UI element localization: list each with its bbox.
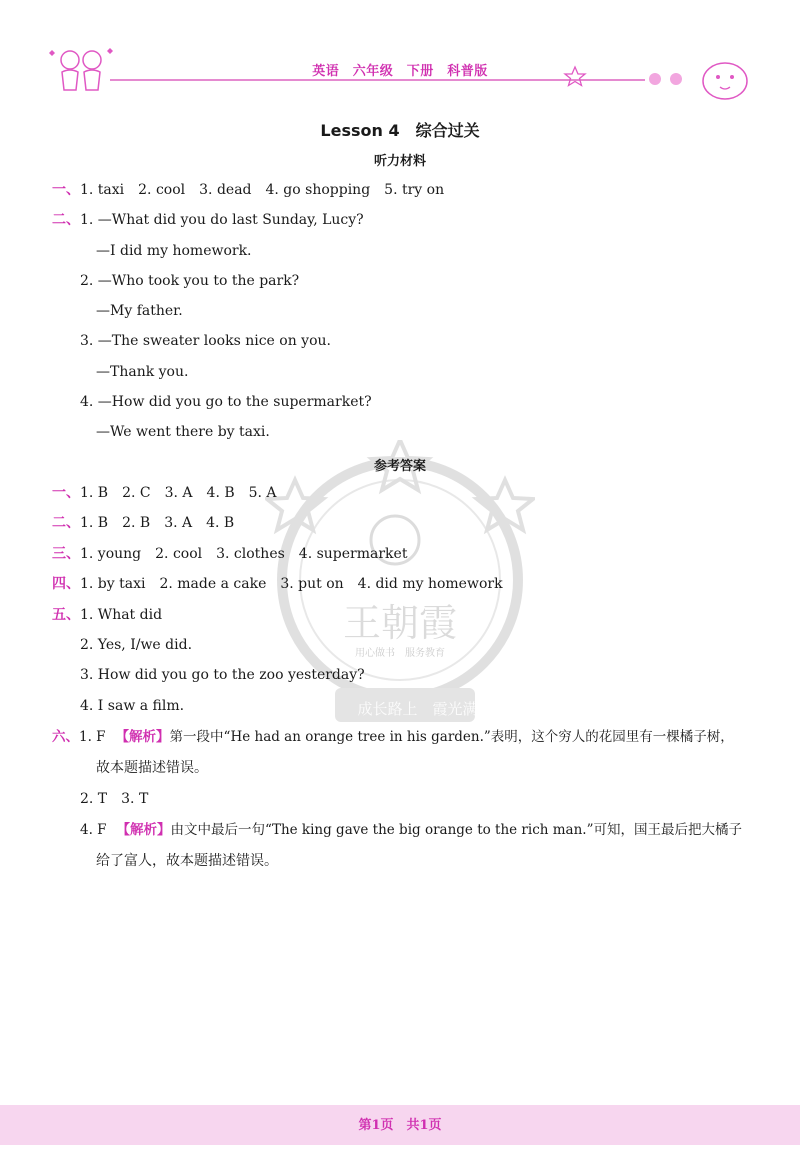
dialogue-line: 2. —Who took you to the park? [80,273,300,289]
item-text: 1. F [79,729,106,745]
answer-item-6 [52,727,734,747]
item-text: 1. taxi 2. cool 3. dead 4. go shopping 5. try on [80,182,445,198]
answer-line: 2. T 3. T [80,791,149,807]
item-text: 1. —What did you do last Sunday, Lucy? [80,212,364,228]
section-number: 一、 [52,182,80,198]
answer-item-6-4 [80,820,742,840]
item-text: 1. B 2. B 3. A 4. B [80,515,235,531]
listening-item-1 [52,180,444,200]
listening-heading: 听力材料 [373,154,426,169]
analysis-tag: 【解析】 [115,729,170,745]
header-title: 英语 六年级 下册 科普版 [312,64,488,79]
answer-line: 4. I saw a film. [80,698,185,714]
section-number: 六、 [52,729,79,745]
section-number: 一、 [52,485,80,501]
dialogue-line: —Thank you. [96,364,189,380]
analysis-continuation: 给了富人，故本题描述错误。 [96,853,278,869]
section-number: 二、 [52,212,80,228]
section-number: 三、 [52,546,80,562]
answer-item-5 [52,605,162,625]
answer-item-4 [52,574,503,594]
analysis-tag: 【解析】 [116,822,171,838]
watermark-slogan-2: 成长路上 霞光满天 [357,700,493,718]
page-number: 第1页 共1页 [358,1118,442,1133]
answer-item-2 [52,513,234,533]
watermark-slogan-1: 用心做书 服务教育 [355,648,445,659]
dialogue-line: —I did my homework. [96,243,252,259]
item-text: 1. by taxi 2. made a cake 3. put on 4. did my homework [80,576,503,592]
answer-line: 3. How did you go to the zoo yesterday? [80,667,365,683]
analysis-continuation: 故本题描述错误。 [96,760,208,776]
star-dots-chick-icon [560,55,760,105]
section-number: 五、 [52,607,80,623]
item-text: 4. F [80,822,107,838]
item-text: 1. What did [80,607,163,623]
section-number: 四、 [52,576,80,592]
analysis-text: 第一段中“He had an orange tree in his garden.”表明，这个穷人的花园里有一棵橘子树， [169,729,734,745]
dialogue-line: —My father. [96,303,183,319]
dialogue-line: —We went there by taxi. [96,424,270,440]
answers-heading: 参考答案 [373,459,426,474]
answer-line: 2. Yes, I/we did. [80,637,193,653]
answer-item-1 [52,483,277,503]
item-text: 1. B 2. C 3. A 4. B 5. A [80,485,277,501]
section-number: 二、 [52,515,80,531]
listening-item-2 [52,210,364,230]
analysis-text: 由文中最后一句“The king gave the big orange to the rich man.”可知，国王最后把大橘子 [170,822,742,838]
item-text: 1. young 2. cool 3. clothes 4. supermarket [80,546,408,562]
dialogue-line: 4. —How did you go to the supermarket? [80,394,372,410]
cartoon-kids-icon [48,40,118,100]
page-title: Lesson 4 综合过关 [320,121,480,140]
answer-item-3 [52,544,407,564]
dialogue-line: 3. —The sweater looks nice on you. [80,333,331,349]
watermark-name: 王朝霞 [342,601,457,645]
